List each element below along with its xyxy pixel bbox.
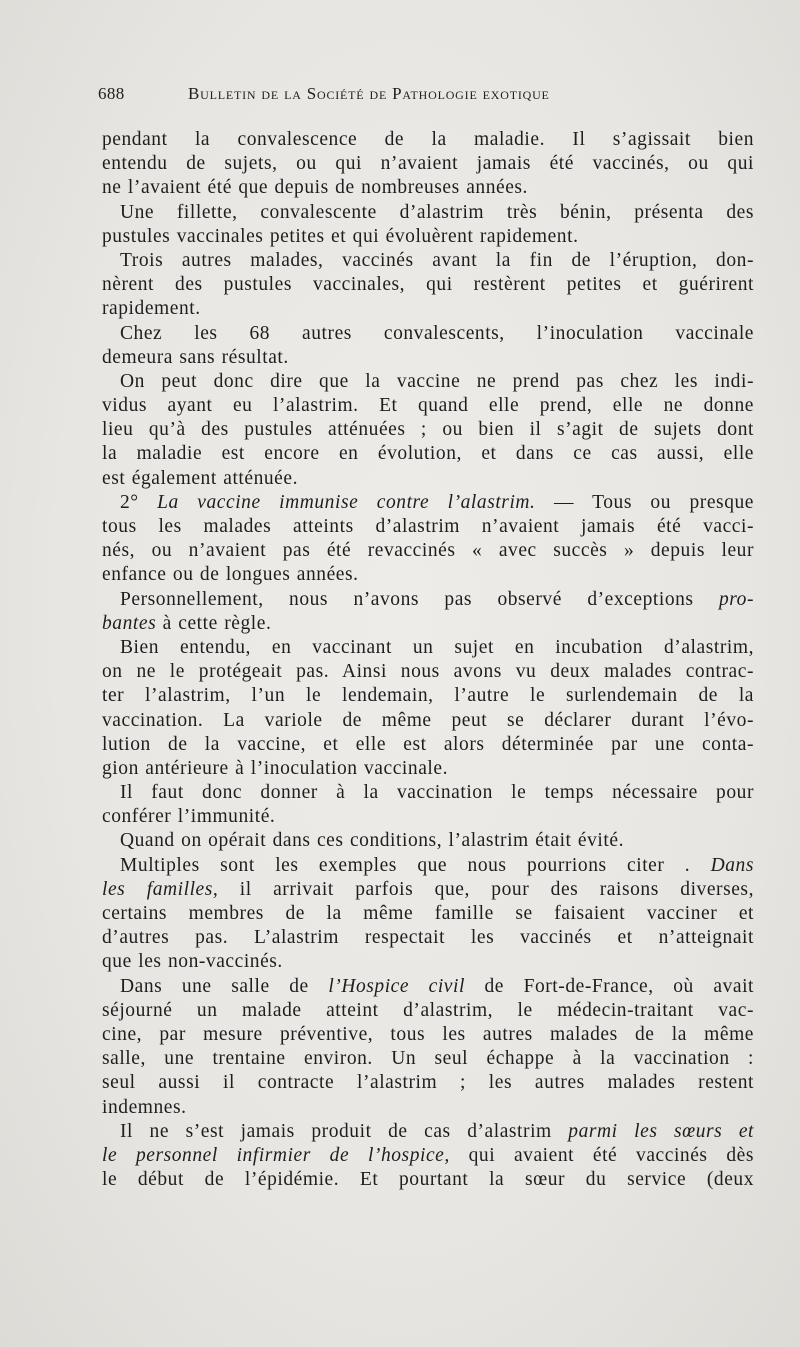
line-text: vidus ayant eu l’alastrim. Et quand elle prend, elle ne donne [102, 395, 754, 417]
text-line [102, 467, 754, 491]
line-text: lution de la vaccine, et elle est alors déterminée par une conta- [102, 733, 754, 755]
text-line [102, 297, 754, 321]
line-text: Il faut donc donner à la vaccination le temps nécessaire pour [120, 782, 754, 804]
line-text: on ne le protégeait pas. Ainsi nous avons vu deux malades contrac- [102, 661, 754, 683]
line-text: de Fort-de-France, où avait [464, 975, 755, 997]
line-text: ne l’avaient été que depuis de nombreuses années. [102, 177, 528, 199]
text-line [102, 805, 754, 829]
line-text: il arrivait parfois que, pour des raisons diverses, [218, 878, 754, 900]
text-line [102, 418, 754, 442]
text-line [102, 201, 754, 225]
line-text: que les non-vaccinés. [102, 951, 283, 973]
text-line [102, 249, 754, 273]
line-text: salle, une trentaine environ. Un seul échappe à la vaccination : [102, 1048, 754, 1070]
text-line [102, 563, 754, 587]
line-text: gion antérieure à l’inoculation vaccinale. [102, 757, 448, 779]
line-text: pendant la convalescence de la maladie. Il s’agissait bien [102, 129, 754, 150]
italic-text: Dans [710, 854, 754, 876]
italic-text: La vaccine immunise contre l’alastrim. [157, 491, 536, 513]
text-line [102, 902, 754, 926]
text-line [102, 684, 754, 708]
italic-text: l’Hospice civil [328, 975, 465, 997]
italic-text: les familles, [102, 878, 219, 900]
line-text: Il ne s’est jamais produit de cas d’alastrim [120, 1120, 569, 1142]
text-line [102, 660, 754, 684]
line-text: lieu qu’à des pustules atténuées ; ou bien il s’agit de sujets dont [102, 419, 754, 441]
line-text: Quand on opérait dans ces conditions, l’alastrim était évité. [120, 830, 624, 852]
text-line [102, 781, 754, 805]
text-line [102, 636, 754, 660]
text-line [102, 1120, 754, 1144]
line-text: Une fillette, convalescente d’alastrim très bénin, présenta des [120, 201, 754, 223]
line-text: tous les malades atteints d’alastrim n’avaient jamais été vacci- [102, 516, 754, 537]
text-line [102, 273, 754, 297]
line-text: est également atténuée. [102, 467, 299, 489]
text-line [102, 370, 754, 394]
text-line [102, 757, 754, 781]
text-line [102, 1144, 754, 1168]
running-title: Bulletin de la Société de Pathologie exotique [188, 84, 550, 103]
text-line [102, 539, 754, 563]
line-text: Multiples sont les exemples que nous pourrions citer . [120, 854, 711, 876]
line-text: Personnellement, nous n’avons pas observé d’exceptions [120, 588, 719, 610]
text-line [102, 612, 754, 636]
text-line [102, 926, 754, 950]
line-text: Dans une salle de [120, 975, 329, 997]
line-text: On peut donc dire que la vaccine ne prend pas chez les indi- [120, 370, 754, 392]
text-line [102, 152, 754, 176]
line-text: la maladie est encore en évolution, et dans ce cas aussi, elle [102, 443, 754, 465]
text-line [102, 999, 754, 1023]
text-line [102, 1168, 754, 1192]
body-text [102, 128, 754, 1192]
italic-text: bantes [102, 612, 157, 634]
line-text: vaccination. La variole de même peut se déclarer durant l’évo- [102, 709, 754, 731]
text-line [102, 829, 754, 853]
line-text: enfance ou de longues années. [102, 564, 359, 586]
line-text: rapidement. [102, 298, 201, 320]
text-line [102, 346, 754, 370]
text-line [102, 1096, 754, 1120]
line-text: Bien entendu, en vaccinant un sujet en incubation d’alastrim, [120, 636, 754, 658]
line-text: à cette règle. [156, 612, 272, 634]
line-text: Chez les 68 autres convalescents, l’inoculation vaccinale [120, 322, 754, 344]
line-text: demeura sans résultat. [102, 346, 289, 368]
text-line [102, 854, 754, 878]
line-text: seul aussi il contracte l’alastrim ; les autres malades restent [102, 1072, 754, 1094]
text-line [102, 733, 754, 757]
text-line [102, 878, 754, 902]
text-line [102, 1047, 754, 1071]
text-line [102, 515, 754, 539]
line-text: nés, ou n’avaient pas été revaccinés « avec succès » depuis leur [102, 540, 754, 562]
line-text: qui avaient été vaccinés dès [449, 1144, 754, 1166]
text-line [102, 394, 754, 418]
text-line [102, 1023, 754, 1047]
text-line [102, 491, 754, 515]
line-text: cine, par mesure préventive, tous les autres malades de la même [102, 1023, 754, 1045]
line-text: pustules vaccinales petites et qui évoluèrent rapidement. [102, 225, 579, 247]
line-text: Trois autres malades, vaccinés avant la fin de l’éruption, don- [120, 249, 754, 271]
line-text: certains membres de la même famille se faisaient vacciner et [102, 903, 754, 924]
line-text: d’autres pas. L’alastrim respectait les vaccinés et n’atteignait [102, 927, 754, 949]
line-text: ter l’alastrim, l’un le lendemain, l’autre le surlendemain de la [102, 685, 754, 707]
text-line [102, 709, 754, 733]
page-header [98, 84, 758, 112]
line-text: le début de l’épidémie. Et pourtant la sœur du service (deux [102, 1169, 754, 1191]
line-text: nèrent des pustules vaccinales, qui restèrent petites et guérirent [102, 274, 754, 296]
text-line [102, 225, 754, 249]
line-text: — Tous ou presque [535, 491, 754, 513]
line-text: 2° [120, 491, 158, 513]
text-line [102, 322, 754, 346]
line-text: conférer l’immunité. [102, 806, 276, 828]
text-line [102, 176, 754, 200]
text-line [102, 975, 754, 999]
line-text: indemnes. [102, 1096, 187, 1118]
line-text: entendu de sujets, ou qui n’avaient jamais été vaccinés, ou qui [102, 153, 754, 175]
text-line [102, 588, 754, 612]
line-text: séjourné un malade atteint d’alastrim, le médecin-traitant vac- [102, 999, 754, 1021]
italic-text: le personnel infirmier de l’hospice, [102, 1144, 450, 1166]
text-line [102, 442, 754, 466]
text-line [102, 1071, 754, 1095]
italic-text: pro- [718, 588, 754, 610]
italic-text: parmi les sœurs et [568, 1120, 754, 1142]
page-number: 688 [98, 84, 125, 103]
text-line [102, 950, 754, 974]
text-line [102, 128, 754, 152]
